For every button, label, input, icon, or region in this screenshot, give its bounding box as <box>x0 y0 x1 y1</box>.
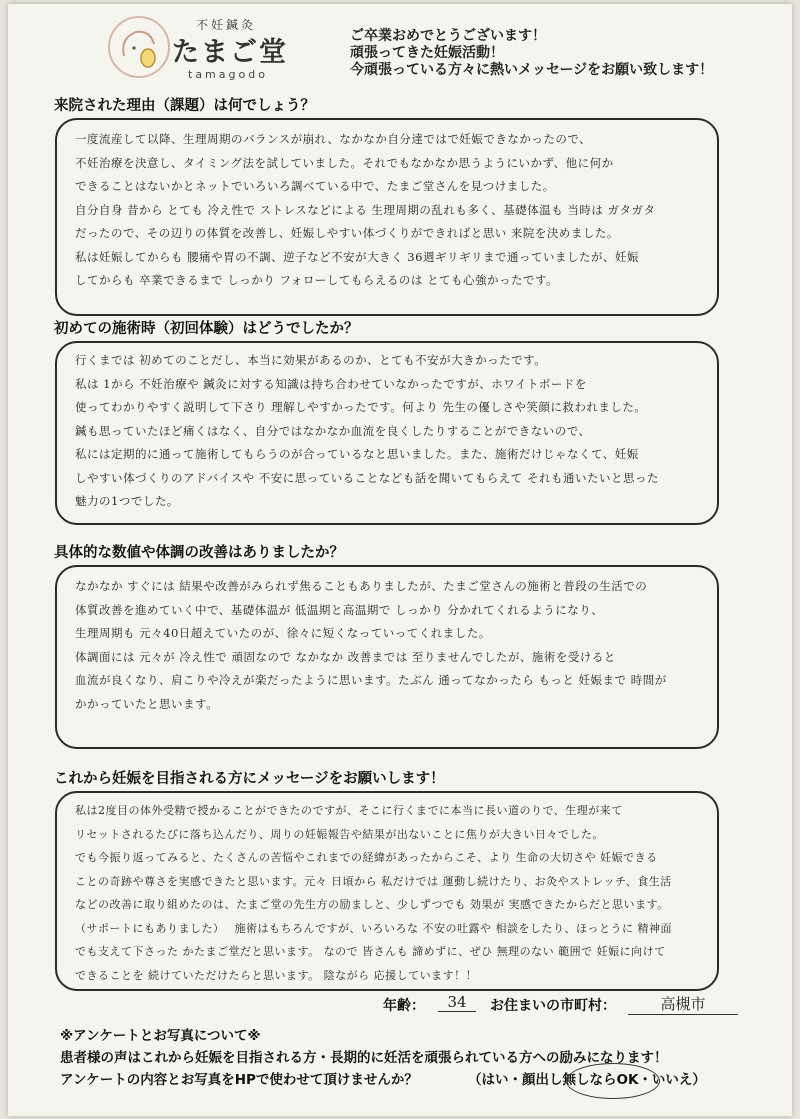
header-line-3: 今頑張っている方々に熱いメッセージをお願い致します！ <box>350 62 714 78</box>
question-2: 初めての施術時（初回体験）はどうでしたか？ <box>54 321 359 337</box>
city-label: お住まいの市町村： <box>490 998 616 1014</box>
header-line-1: ご卒業おめでとうございます！ <box>350 28 546 44</box>
answer-box-3 <box>55 565 719 749</box>
answer-1: 一度流産して以降、生理周期のバランスが崩れ、なかなか自分達ではで妊娠できなかったので、 不妊治療を決意し、タイミング法を試していました。それでもなかなか思うようにいかず、他に何か できることはないかとネットでいろいろ調べている中で、たまご堂さんを見つけました。 自分自身 昔から とても 冷え性で ストレスなどによる 生理周期の乱れも多く、基礎体温も 当時は ガタガタ だったので、その辺りの体質を改善し、妊娠しやすい体づくりができればと思い 来院を決めました。 私は妊娠してからも 腰痛や胃の不調、逆子など不安が大きく 36週ギリギリまで通っていましたが、妊娠 してからも 卒業できるまで しっかり フォローしてもらえるのは とても心強かったです。 <box>75 132 656 287</box>
answer-3: なかなか すぐには 結果や改善がみられず焦ることもありましたが、たまご堂さんの施術と普段の生活での 体質改善を進めていく中で、基礎体温が 低温期と高温期で しっかり 分かれてくれるようになり、 生理周期も 元々40日超えていたのが、徐々に短くなっていってくれました。 体調面には 元々が 冷え性で 頑固なので なかなか 改善までは 至りませんでしたが、施術を受けると 血流が良くなり、肩こりや冷えが楽だったように思います。たぶん 通ってなかったら もっと 妊娠まで 時間が かかっていたと思います。 <box>75 579 667 711</box>
logo-roman: tamagodo <box>188 68 268 81</box>
question-4: これから妊娠を目指される方にメッセージをお願いします！ <box>54 771 445 787</box>
photo-notice-line-1: 患者様の声はこれから妊娠を目指される方・長期的に妊活を頑張られている方への励みになります！ <box>60 1050 668 1066</box>
answer-2: 行くまでは 初めてのことだし、本当に効果があるのか、とても不安が大きかったです。 私は 1から 不妊治療や 鍼灸に対する知識は持ち合わせていなかったですが、ホワイトボードを 使ってわかりやすく説明して下さり 理解しやすかったです。何より 先生の優しさや笑顔に救われました。 鍼も思っていたほど痛くはなく、自分ではなかなか血流を良くしたりすることができないので、 私には定期的に通って施術してもらうのが合っているなと思いました。また、施術だけじゃなくて、妊娠 しやすい体づくりのアドバイスや 不安に思っていることなども話を聞いてもらえて それも通いたいと思った 魅力の1つでした。 <box>75 353 659 508</box>
header-message <box>350 28 713 79</box>
answer-box-2 <box>55 341 719 525</box>
city-value[interactable]: 高槻市 <box>628 993 738 1015</box>
photo-notice-line-2: アンケートの内容とお写真をHPで使わせて頂けませんか？ <box>60 1072 418 1088</box>
question-3: 具体的な数値や体調の改善はありましたか？ <box>54 545 344 561</box>
consent-choices[interactable]: （はい・顔出し無しならOK・いいえ） <box>468 1072 706 1088</box>
tamagodo-logo <box>108 14 308 86</box>
photo-notice-title: ※アンケートとお写真について※ <box>60 1028 261 1044</box>
question-1: 来院された理由（課題）は何でしょう？ <box>54 98 315 114</box>
answer-4: 私は2度目の体外受精で授かることができたのですが、そこに行くまでに本当に長い道のりで、生理が来て リセットされるたびに落ち込んだり、周りの妊娠報告や結果が出ないことに焦りが大きい日々でした。 でも今振り返ってみると、たくさんの苦悩やこれまでの経緯があったからこそ、より 生命の大切さや 妊娠できる ことの奇跡や尊さを実感できたと思います。元々 日頃から 私だけでは 運動し続けたり、お灸やストレッチ、食生活 などの改善に取り組めたのは、たまご堂の先生方の励ましと、少しずつでも 効果が 実感できたからだと思います。 （サポートにもありました） 施術はもちろんですが、いろいろな 不安の吐露や 相談をしたり、ほっとうに 精神面 でも支えて下さった かたまご堂だと思います。 なので 皆さんも 諦めずに、ぜひ 無理のない 範囲で 妊娠に向けて できることを 続けていただけたらと思います。 陰ながら 応援しています！！ <box>75 804 672 982</box>
logo-face-icon <box>108 16 170 78</box>
age-label: 年齢： <box>383 998 425 1014</box>
logo-tagline: 不妊鍼灸 <box>196 18 257 32</box>
logo-name: たまご堂 <box>172 37 288 68</box>
answer-box-4 <box>55 791 719 991</box>
age-value[interactable]: 34 <box>438 993 476 1012</box>
consent-selection-circle <box>566 1063 660 1099</box>
header-line-2: 頑張ってきた妊娠活動！ <box>350 45 504 61</box>
answer-box-1 <box>55 118 719 316</box>
